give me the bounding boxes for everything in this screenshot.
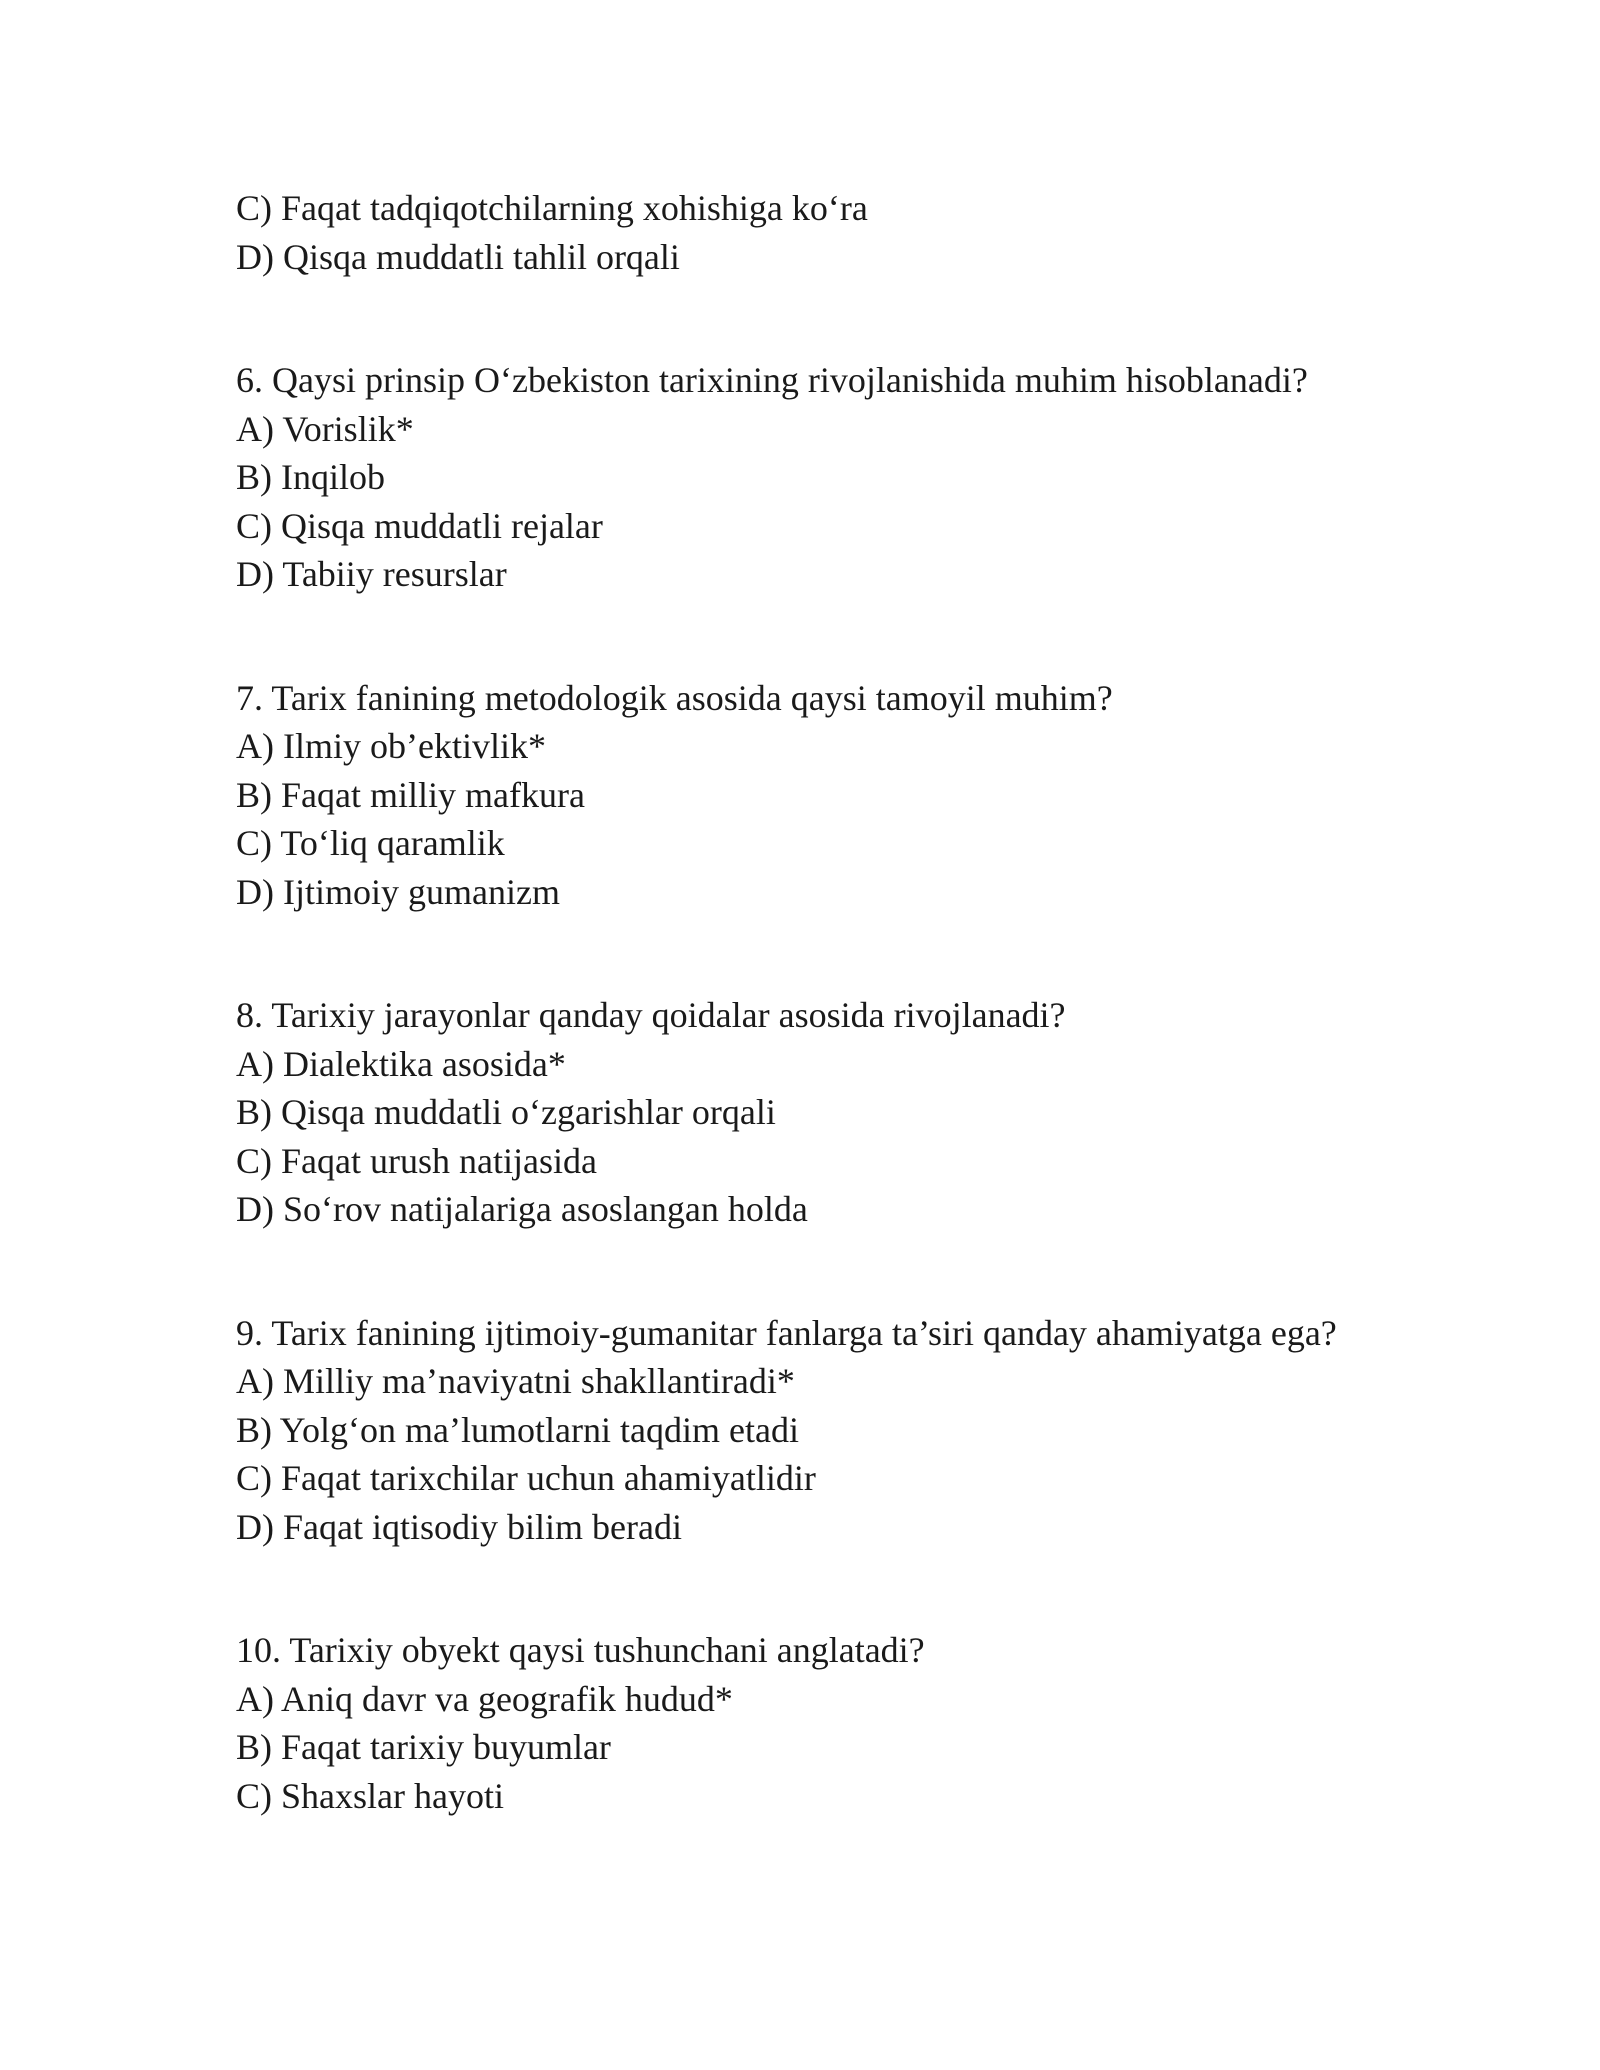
question-text: 7. Tarix fanining metodologik asosida qaysi tamoyil muhim?: [236, 677, 1113, 718]
answer-option: D) Ijtimoiy gumanizm: [236, 871, 560, 912]
answer-option: B) Faqat tarixiy buyumlar: [236, 1727, 611, 1767]
answer-option: C) Faqat tarixchilar uchun ahamiyatlidir: [236, 1458, 816, 1498]
question-text: 6. Qaysi prinsip O‘zbekiston tarixining rivojlanishida muhim hisoblanadi?: [236, 360, 1308, 400]
answer-option: B) Faqat milliy mafkura: [236, 774, 585, 815]
answer-option: D) Faqat iqtisodiy bilim beradi: [236, 1506, 682, 1547]
answer-option: A) Ilmiy ob’ektivlik*: [236, 726, 546, 766]
answer-option: B) Yolg‘on ma’lumotlarni taqdim etadi: [236, 1409, 799, 1450]
question-block-9: [236, 1309, 1436, 1552]
answer-option: C) Faqat urush natijasida: [236, 1140, 597, 1181]
document-content: [236, 184, 1436, 1820]
answer-option: C) Faqat tadqiqotchilarning xohishiga ko‘ra: [236, 188, 868, 228]
question-block-continuation: [236, 184, 1436, 281]
answer-option: A) Aniq davr va geografik hudud*: [236, 1678, 733, 1719]
answer-option: D) So‘rov natijalariga asoslangan holda: [236, 1189, 808, 1229]
question-text: 9. Tarix fanining ijtimoiy-gumanitar fanlarga ta’siri qanday ahamiyatga ega?: [236, 1312, 1337, 1353]
answer-option: C) Shaxslar hayoti: [236, 1775, 504, 1816]
question-block-8: [236, 991, 1436, 1234]
answer-option: A) Milliy ma’naviyatni shakllantiradi*: [236, 1361, 795, 1401]
answer-option: C) Qisqa muddatli rejalar: [236, 505, 603, 546]
answer-option: D) Tabiiy resurslar: [236, 554, 507, 594]
question-block-10: [236, 1626, 1436, 1820]
answer-option: B) Qisqa muddatli o‘zgarishlar orqali: [236, 1092, 776, 1132]
answer-option: C) To‘liq qaramlik: [236, 823, 505, 863]
answer-option: A) Vorislik*: [236, 408, 414, 449]
question-block-7: [236, 674, 1436, 917]
answer-option: A) Dialektika asosida*: [236, 1043, 566, 1084]
answer-option: D) Qisqa muddatli tahlil orqali: [236, 236, 680, 277]
question-text: 8. Tarixiy jarayonlar qanday qoidalar asosida rivojlanadi?: [236, 995, 1066, 1035]
question-text: 10. Tarixiy obyekt qaysi tushunchani anglatadi?: [236, 1630, 925, 1670]
question-block-6: [236, 356, 1436, 599]
answer-option: B) Inqilob: [236, 457, 385, 497]
